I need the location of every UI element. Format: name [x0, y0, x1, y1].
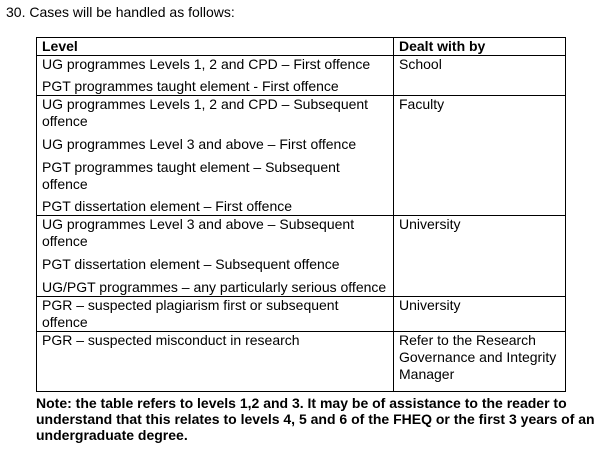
dealt-with-by-cell: Refer to the Research Governance and Integrity Manager — [394, 332, 566, 392]
cases-table — [36, 37, 566, 392]
level-line: PGT dissertation element – Subsequent offence — [42, 256, 340, 272]
level-line: UG programmes Level 3 and above – Subsequent offence — [42, 216, 355, 249]
level-line: PGR – suspected misconduct in research — [42, 332, 300, 348]
dealt-with-by-cell: Faculty — [394, 96, 566, 216]
level-line: UG/PGT programmes – any particularly serious offence — [42, 279, 387, 295]
level-cell — [37, 56, 394, 96]
level-line: PGT programmes taught element - First offence — [42, 78, 339, 94]
table-row — [37, 297, 566, 332]
level-cell — [37, 297, 394, 332]
column-header-level: Level — [37, 38, 394, 56]
level-cell — [37, 96, 394, 216]
table-row — [37, 332, 566, 392]
dealt-with-by-cell: University — [394, 216, 566, 297]
level-line: UG programmes Levels 1, 2 and CPD – First offence — [42, 56, 371, 72]
level-line: PGT programmes taught element – Subsequent offence — [42, 159, 340, 192]
level-line: UG programmes Levels 1, 2 and CPD – Subsequent offence — [42, 96, 369, 129]
dealt-with-by-cell: University — [394, 297, 566, 332]
table-row — [37, 216, 566, 297]
table-header-row — [37, 38, 566, 56]
section-heading: 30. Cases will be handled as follows: — [6, 4, 235, 20]
level-line: PGT dissertation element – First offence — [42, 198, 293, 214]
level-cell — [37, 332, 394, 392]
column-header-dealt-with-by: Dealt with by — [394, 38, 566, 56]
table-note: Note: the table refers to levels 1,2 and 3. It may be of assistance to the reader to understand that this relates to levels 4, 5 and 6 of the FHEQ or the first 3 years of an undergraduate degree. — [36, 395, 595, 443]
level-line: PGR – suspected plagiarism first or subsequent offence — [42, 297, 339, 330]
level-line: UG programmes Level 3 and above – First offence — [42, 136, 357, 152]
table-row — [37, 96, 566, 216]
level-cell — [37, 216, 394, 297]
dealt-with-by-cell: School — [394, 56, 566, 96]
table-row — [37, 56, 566, 96]
